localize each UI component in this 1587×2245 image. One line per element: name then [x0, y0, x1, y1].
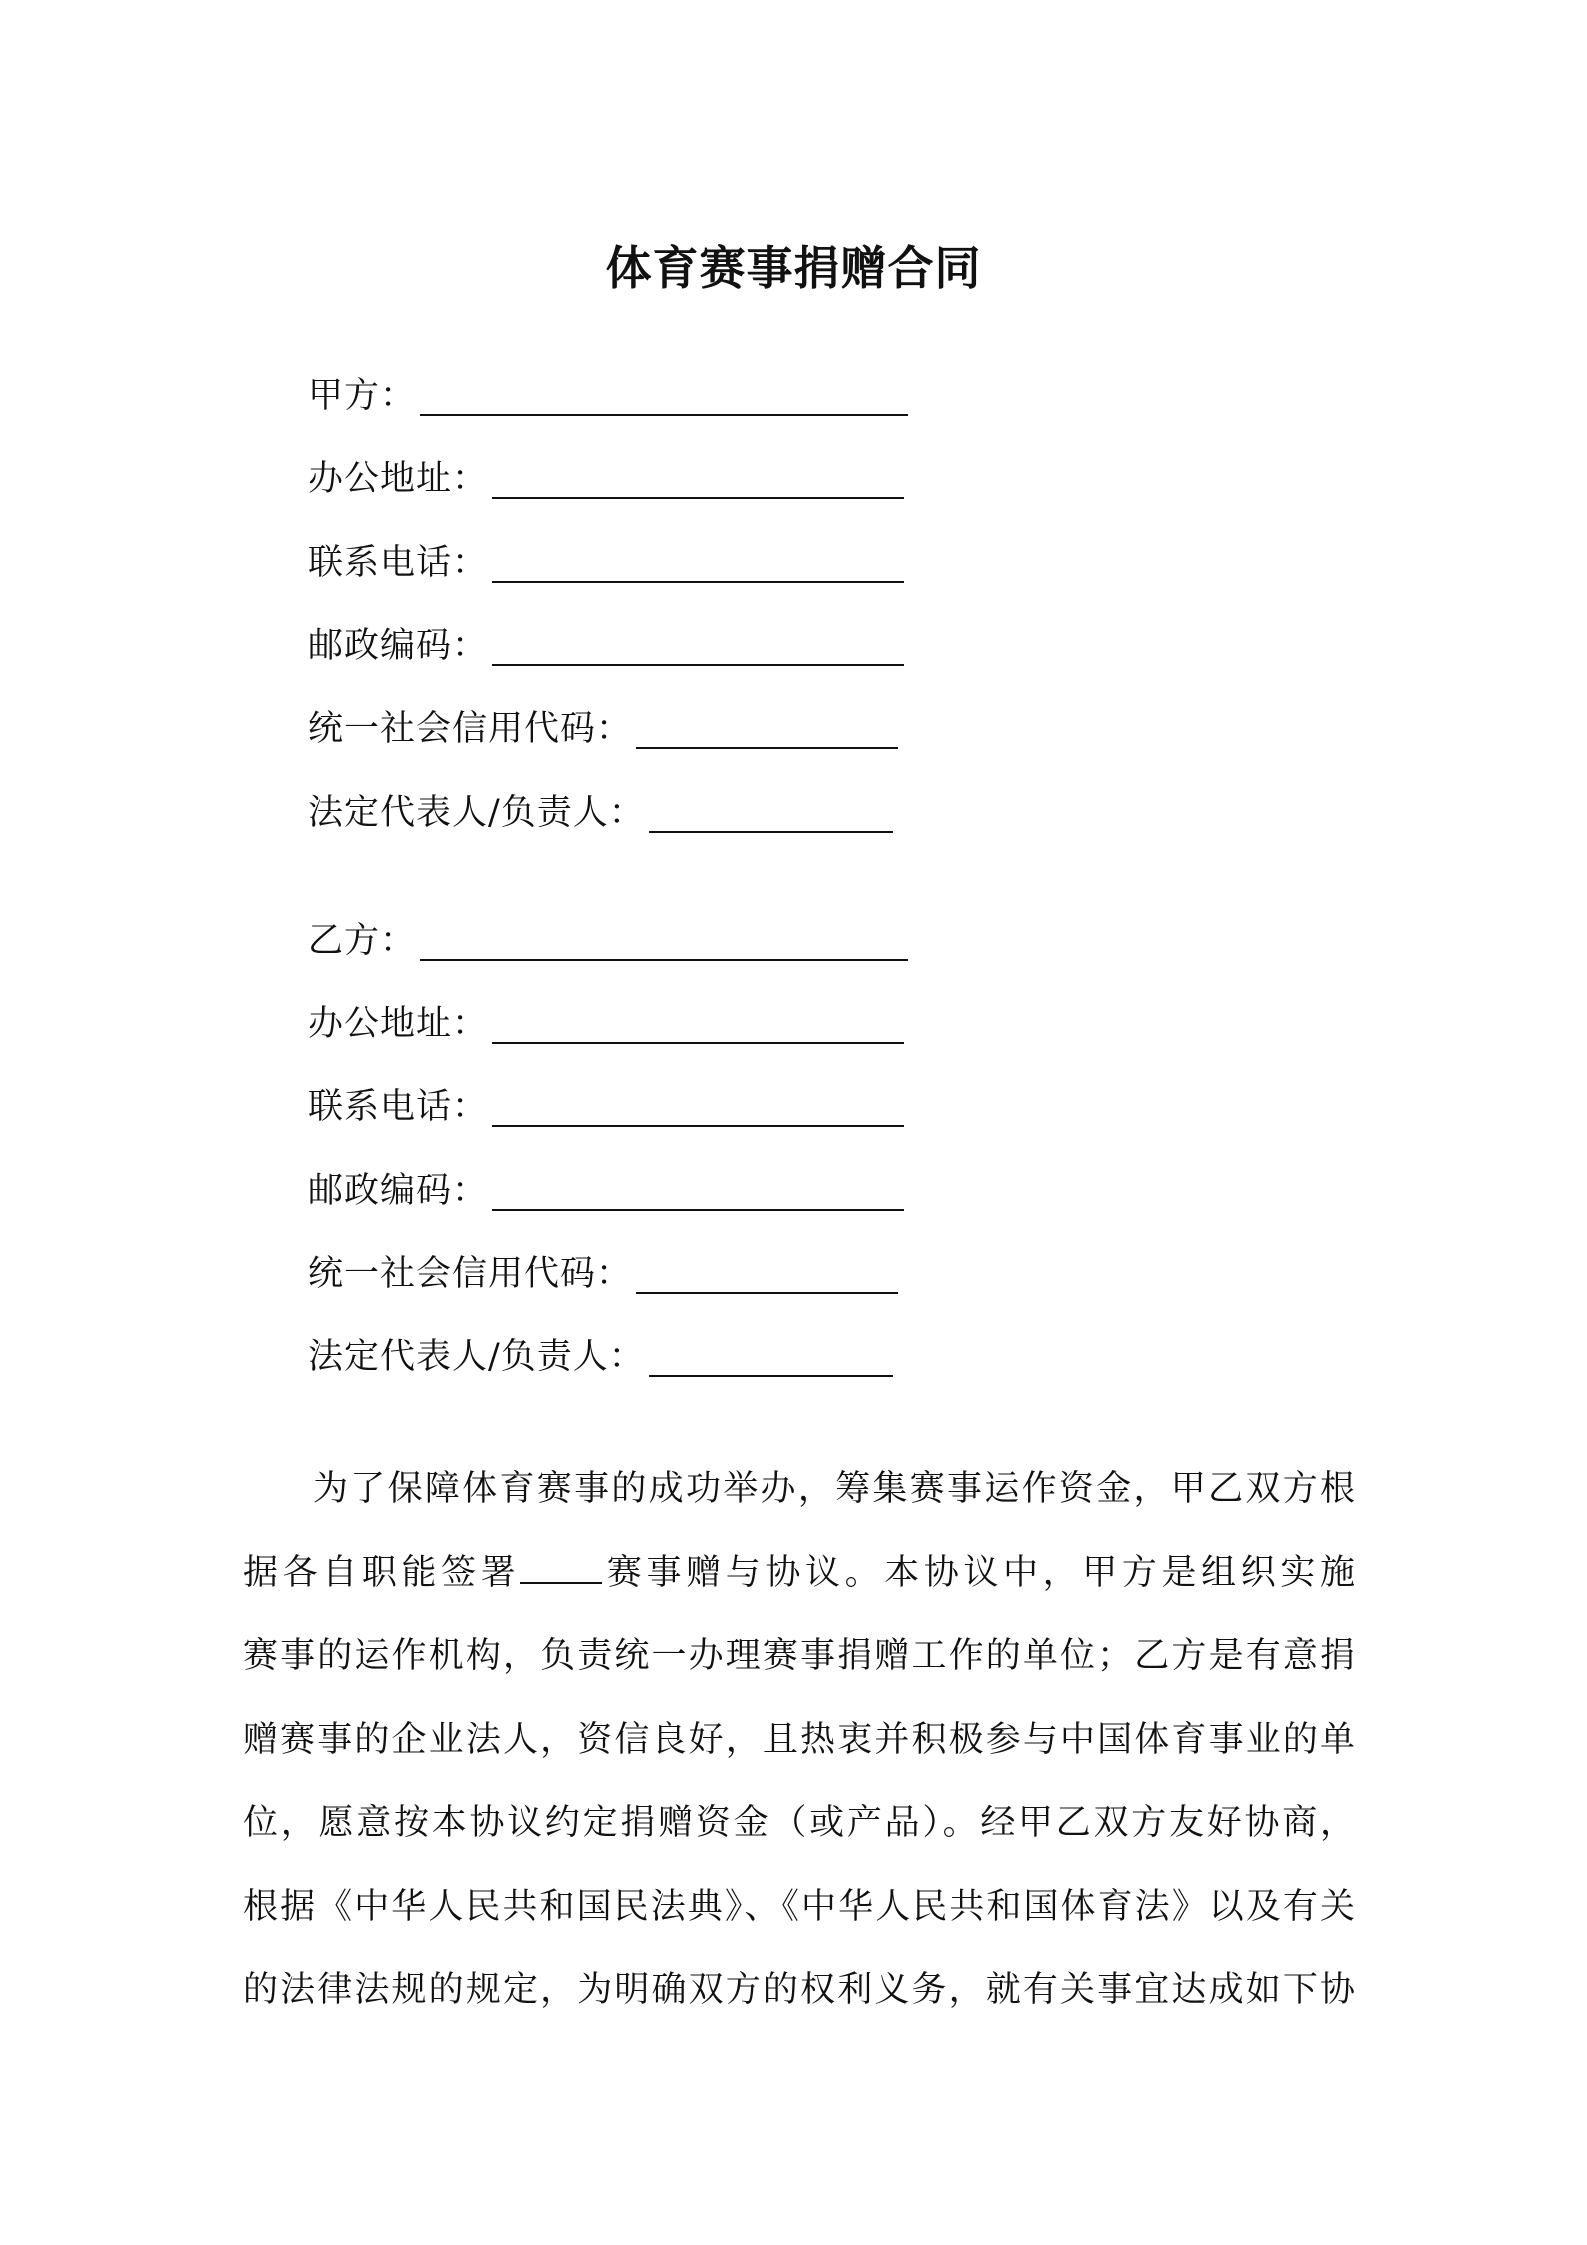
field-label: 统一社会信用代码：: [308, 1254, 633, 1294]
party-a-name-field: [308, 358, 908, 418]
field-label: 统一社会信用代码：: [308, 709, 633, 749]
paragraph-line: 位，愿意按本协议约定捐赠资金（或产品）。经甲乙双方友好协商，: [243, 1803, 1355, 1843]
fill-in-blank[interactable]: [649, 791, 893, 833]
fill-in-blank[interactable]: [492, 1085, 904, 1127]
fill-in-blank[interactable]: [492, 1002, 904, 1044]
field-label: 办公地址：: [308, 459, 489, 499]
fill-in-blank[interactable]: [636, 1252, 898, 1294]
line-text: 赛事赠与协议。本协议中，甲方是组织实施: [602, 1552, 1355, 1593]
party-b-representative-field: [308, 1319, 893, 1379]
party-b-phone-field: [308, 1069, 904, 1129]
party-b-postcode-field: [308, 1153, 904, 1213]
field-label: 办公地址：: [308, 1004, 489, 1044]
party-a-representative-field: [308, 775, 893, 835]
fill-in-blank[interactable]: [492, 457, 904, 499]
paragraph-line: 的法律法规的规定，为明确双方的权利义务，就有关事宜达成如下协: [243, 1970, 1355, 2010]
field-label: 邮政编码：: [308, 1171, 489, 1211]
field-label: 甲方：: [308, 376, 417, 416]
fill-in-blank[interactable]: [649, 1335, 893, 1377]
fill-in-blank[interactable]: [636, 707, 898, 749]
preamble-paragraph: [243, 1448, 1355, 2033]
field-label: 邮政编码：: [308, 626, 489, 666]
field-label: 乙方：: [308, 921, 417, 961]
paragraph-line: 赠赛事的企业法人，资信良好，且热衷并积极参与中国体育事业的单: [243, 1719, 1355, 1760]
fill-in-blank[interactable]: [492, 624, 904, 666]
paragraph-line: 赛事的运作机构，负责统一办理赛事捐赠工作的单位；乙方是有意捐: [243, 1636, 1355, 1676]
field-label: 联系电话：: [308, 1087, 489, 1127]
fill-in-blank[interactable]: [420, 374, 908, 416]
document-title: 体育赛事捐赠合同: [605, 241, 982, 295]
party-a-phone-field: [308, 525, 904, 585]
party-a-credit-code-field: [308, 691, 898, 751]
party-a-postcode-field: [308, 608, 904, 668]
fill-in-blank[interactable]: [420, 919, 908, 961]
event-name-blank[interactable]: [520, 1546, 602, 1584]
paragraph-line: [243, 1532, 1355, 1616]
line-text: 据各自职能签署: [243, 1552, 521, 1593]
field-label: 法定代表人/负责人：: [308, 793, 645, 833]
paragraph-line: 为了保障体育赛事的成功举办，筹集赛事运作资金，甲乙双方根: [313, 1469, 1355, 1509]
fill-in-blank[interactable]: [492, 1169, 904, 1211]
party-b-name-field: [308, 903, 908, 963]
party-a-address-field: [308, 441, 904, 501]
field-label: 联系电话：: [308, 543, 489, 583]
field-label: 法定代表人/负责人：: [308, 1337, 645, 1377]
party-b-credit-code-field: [308, 1236, 898, 1296]
party-b-address-field: [308, 986, 904, 1046]
fill-in-blank[interactable]: [492, 541, 904, 583]
paragraph-line: 根据《中华人民共和国民法典》、《中华人民共和国体育法》以及有关: [243, 1886, 1355, 1927]
